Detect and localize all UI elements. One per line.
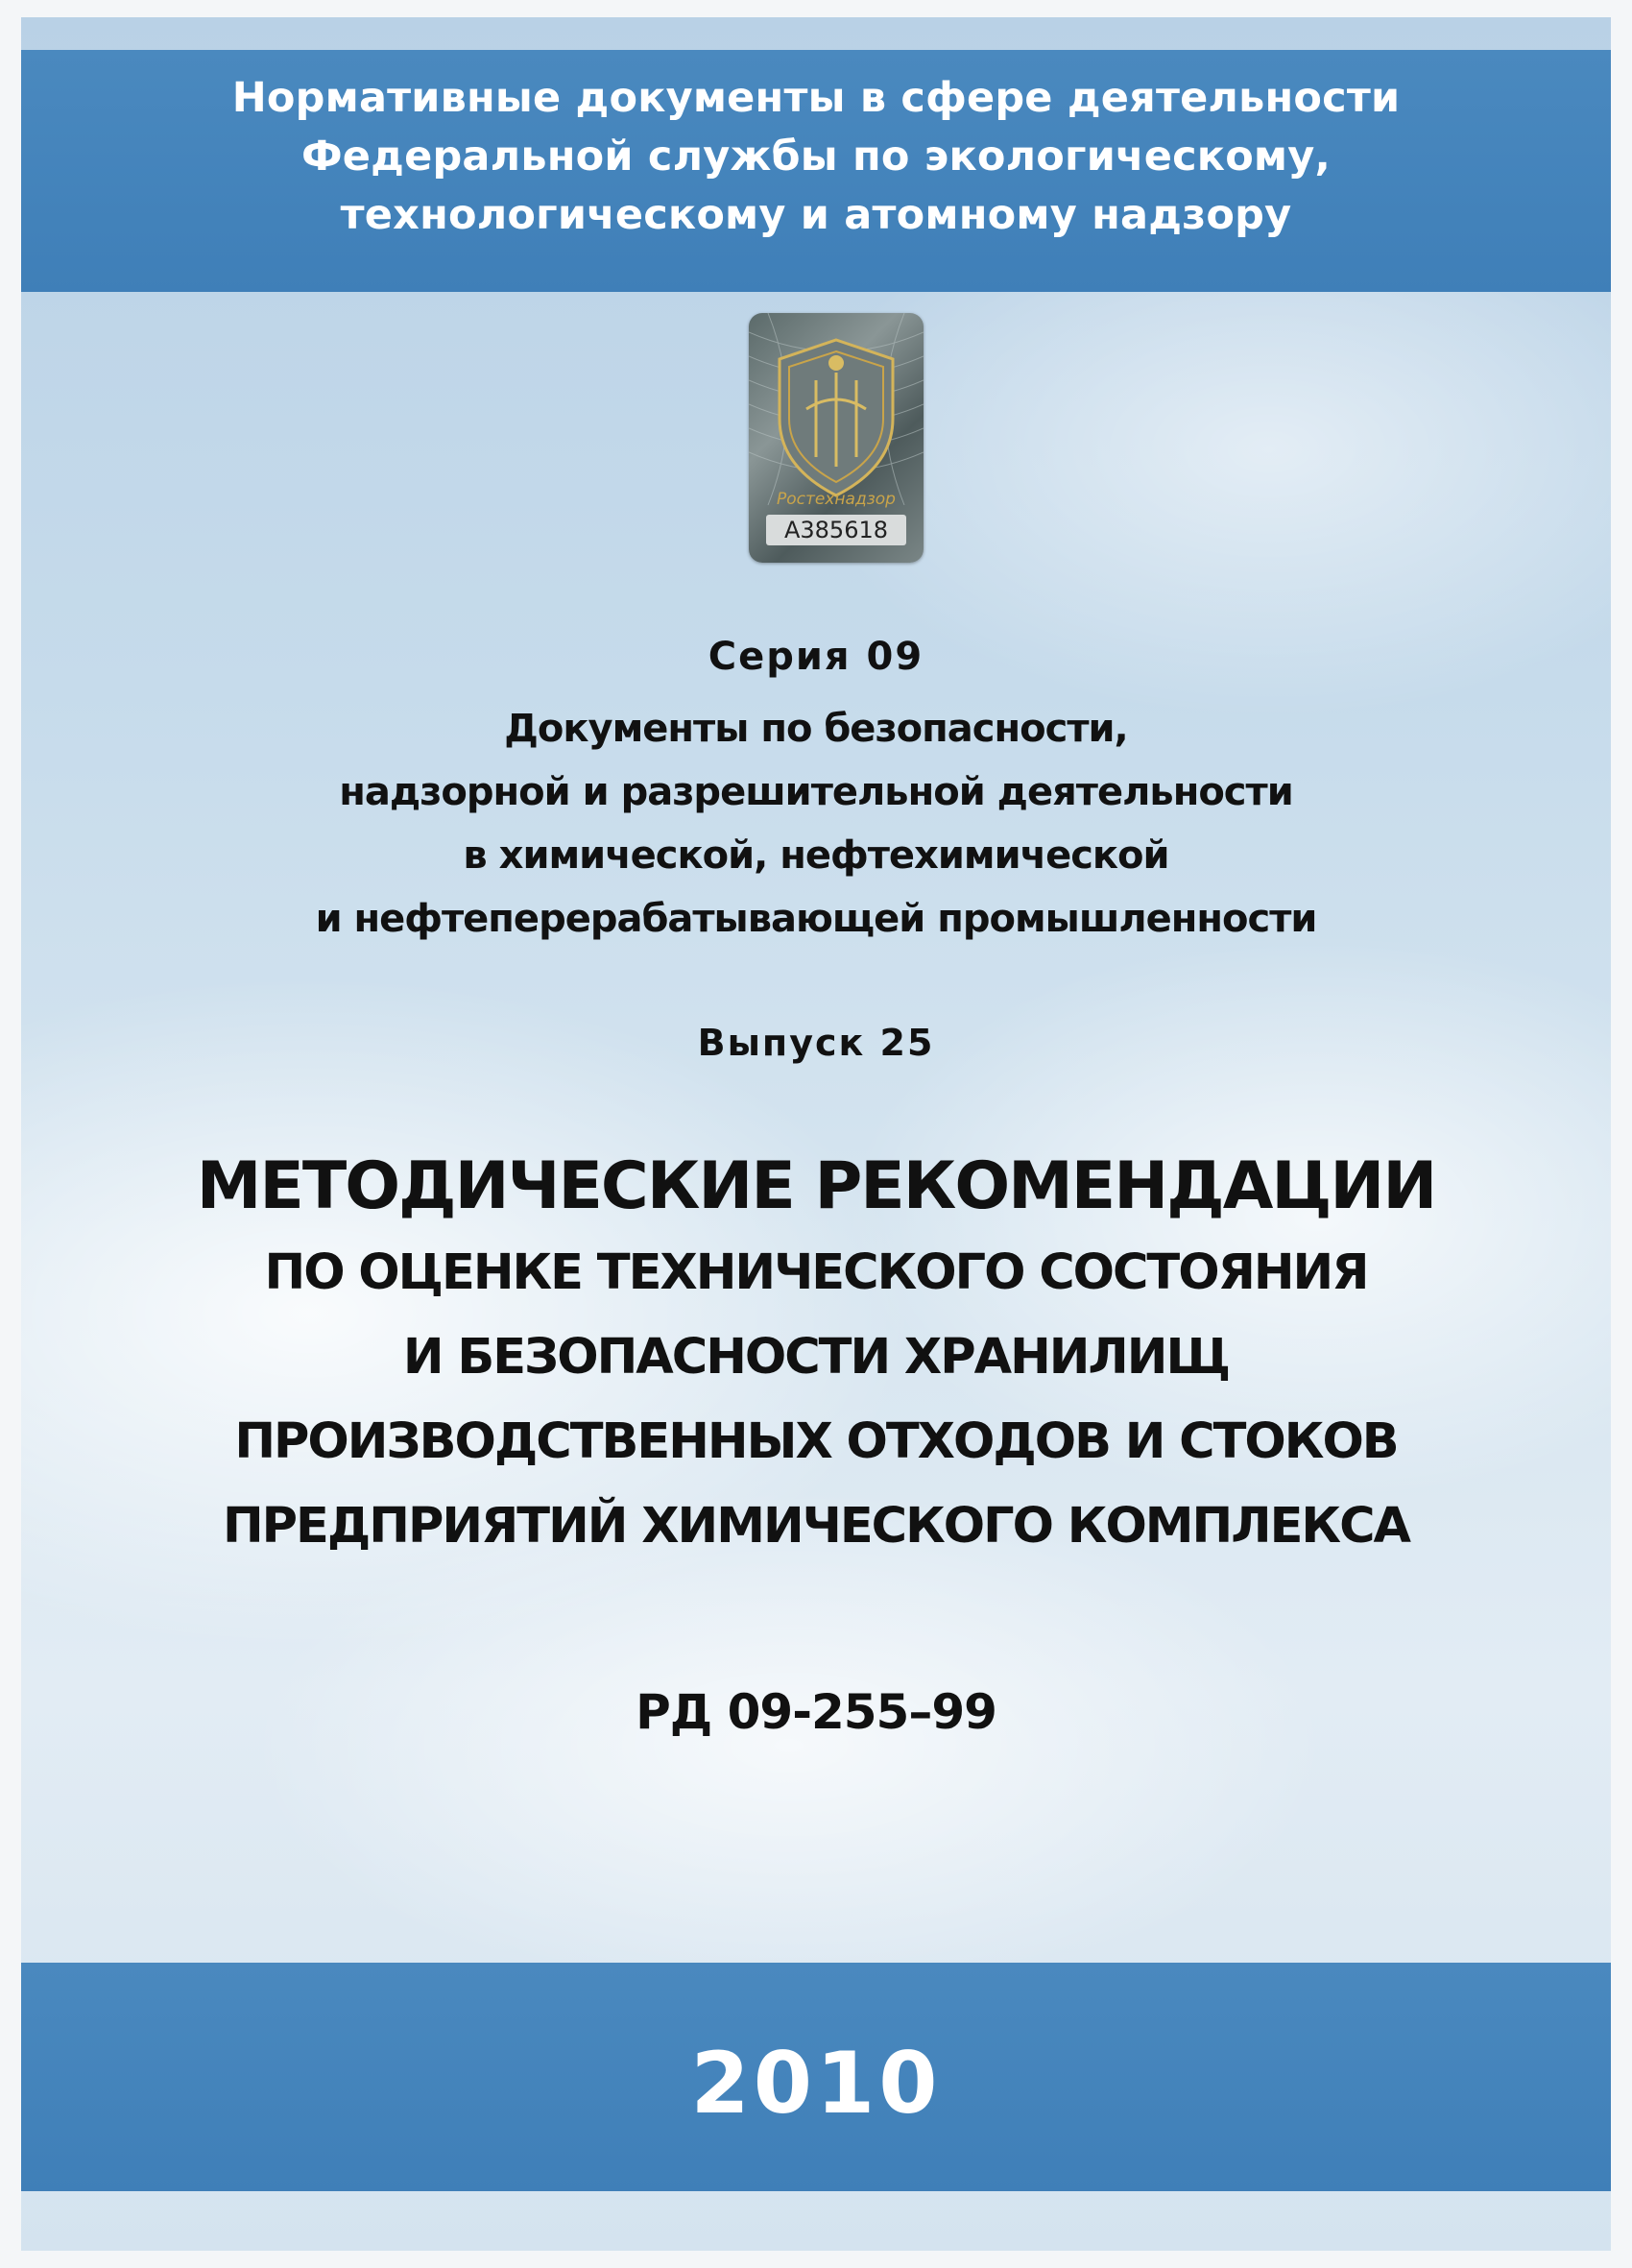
series-description-line: и нефтеперерабатывающей промышленности — [315, 897, 1317, 941]
document-subtitle — [21, 1231, 1611, 1569]
header-line: технологическому и атомному надзору — [340, 191, 1292, 239]
issue-label: Выпуск 25 — [697, 1022, 935, 1064]
seal-serial-number: А385618 — [766, 515, 906, 545]
book-cover — [21, 17, 1611, 2251]
series-description-line: надзорной и разрешительной деятельности — [339, 770, 1293, 814]
hologram-seal — [749, 313, 924, 563]
series-label: Серия 09 — [708, 635, 924, 679]
document-code: РД 09-255–99 — [636, 1684, 996, 1740]
seal-brand: Ростехнадзор — [777, 490, 896, 509]
header-title — [21, 69, 1611, 245]
subtitle-line: ПРЕДПРИЯТИЙ ХИМИЧЕСКОГО КОМПЛЕКСА — [222, 1498, 1410, 1555]
header-line: Нормативные документы в сфере деятельности — [231, 74, 1401, 122]
subtitle-line: И БЕЗОПАСНОСТИ ХРАНИЛИЩ — [402, 1329, 1230, 1386]
publication-year: 2010 — [690, 2034, 942, 2133]
series-description-line: в химической, нефтехимической — [463, 833, 1169, 878]
subtitle-line: ПО ОЦЕНКЕ ТЕХНИЧЕСКОГО СОСТОЯНИЯ — [264, 1244, 1368, 1301]
subtitle-line: ПРОИЗВОДСТВЕННЫХ ОТХОДОВ И СТОКОВ — [234, 1413, 1398, 1470]
series-description — [21, 697, 1611, 951]
document-title: МЕТОДИЧЕСКИЕ РЕКОМЕНДАЦИИ — [196, 1148, 1436, 1224]
series-description-line: Документы по безопасности, — [504, 707, 1128, 751]
header-line: Федеральной службы по экологическому, — [300, 133, 1332, 181]
